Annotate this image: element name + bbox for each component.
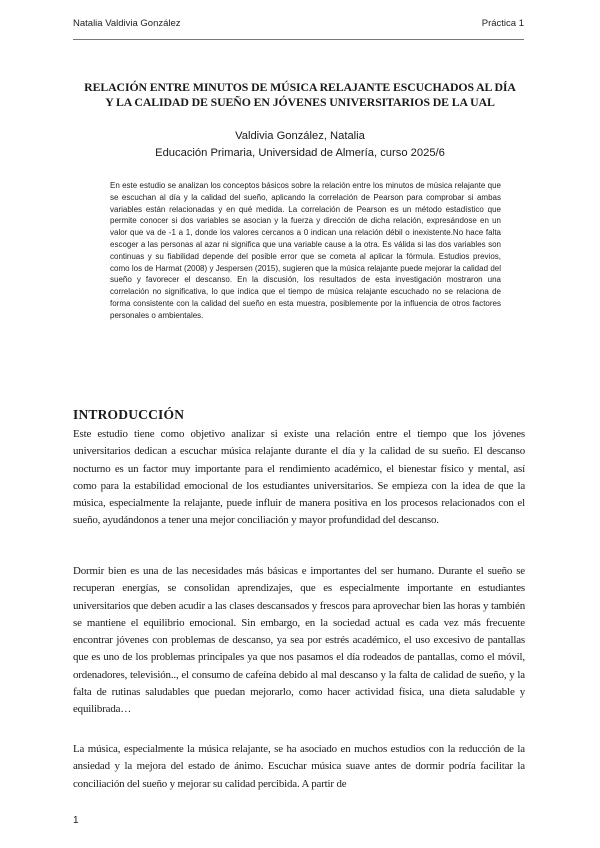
- abstract: En este estudio se analizan los conceptos básicos sobre la relación entre los minutos de música relajante que se escuchan al día y la calidad del sueño, aplicando la correlación de Pearson para comprobar si ambas variables están relacionadas y en qué medida. La correlación de Pearson es un método estadístico que permite conocer si dos variables se asocian y la fuerza y dirección de dicha relación, expresándose en un valor que va de -1 a 1, donde los valores cercanos a 0 indican una relación débil o inexistente.No hace falta escoger a las personas al azar ni significa que una variable cause a la otra. Es válida si las dos variables son continuas y su fiabilidad depende del posible error que se cometa al aplicar la fórmula. Estudios previos, como los de Harmat (2008) y Jespersen (2015), sugieren que la música relajante puede mejorar la calidad del sueño y favorecer el descanso. En la discusión, los resultados de esta investigación mostraron una correlación no significativa, lo que indica que el tiempo de música relajante escuchado no se relaciona de forma consistente con la calidad del sueño en esta muestra, posiblemente por la influencia de otros factores personales o ambientales.: [110, 181, 501, 320]
- paragraph: Dormir bien es una de las necesidades más básicas e importantes del ser humano. Durante el sueño se recuperan energías, se consolidan aprendizajes, que es especialmente importante en estudiantes universitarios que deben acudir a las clases descansados y frescos para aprovechar bien las horas y también se mantiene el equilibrio emocional. Sin embargo, en la sociedad actual es cada vez más frecuente encontrar jóvenes con problemas de descanso, ya sea por estrés académico, el uso excesivo de pantallas que es uno de los problemas principales ya que nos pasamos el día rodeados de pantallas, como el móvil, ordenadores, televisión.., el consumo de cafeína debido al mal descanso y la falta de calidad de sueño, y la falta de rutinas saludables que puedan mejorarlo, como hacer actividad física, una dieta saludable y equilibrada…: [73, 565, 525, 716]
- title-line-1: RELACIÓN ENTRE MINUTOS DE MÚSICA RELAJANTE ESCUCHADOS AL DÍA: [84, 80, 516, 94]
- page-number: 1: [73, 815, 79, 826]
- paper-title: [60, 80, 540, 110]
- paragraph: Este estudio tiene como objetivo analizar si existe una relación entre el tiempo que los jóvenes universitarios dedican a escuchar música relajante durante el día y la calidad de su sueño. El descanso nocturno es un factor muy importante para el rendimiento académico, el bienestar físico y mental, así como para la estabilidad emocional de los estudiantes universitarios. Se empieza con la idea de que la música, especialmente la relajante, puede influir de manera positiva en los procesos relacionados con el sueño, ayudándonos a tener una mejor conciliación y mayor profundidad del descanso.: [73, 428, 525, 527]
- section-heading: INTRODUCCIÓN: [73, 407, 185, 422]
- author-line: Valdivia González, Natalia: [235, 130, 365, 142]
- affiliation: Educación Primaria, Universidad de Almería, curso 2025/6: [155, 147, 445, 159]
- title-line-2: Y LA CALIDAD DE SUEÑO EN JÓVENES UNIVERSITARIOS DE LA UAL: [105, 95, 495, 109]
- header-divider: [73, 39, 524, 40]
- paragraph: La música, especialmente la música relajante, se ha asociado en muchos estudios con la reducción de la ansiedad y la mejora del estado de ánimo. Escuchar música suave antes de dormir podría facilitar la conciliación del sueño y mejorar su calidad percibida. A partir de: [73, 743, 525, 790]
- header-label: Práctica 1: [481, 18, 524, 29]
- header-author: Natalia Valdivia González: [73, 18, 181, 29]
